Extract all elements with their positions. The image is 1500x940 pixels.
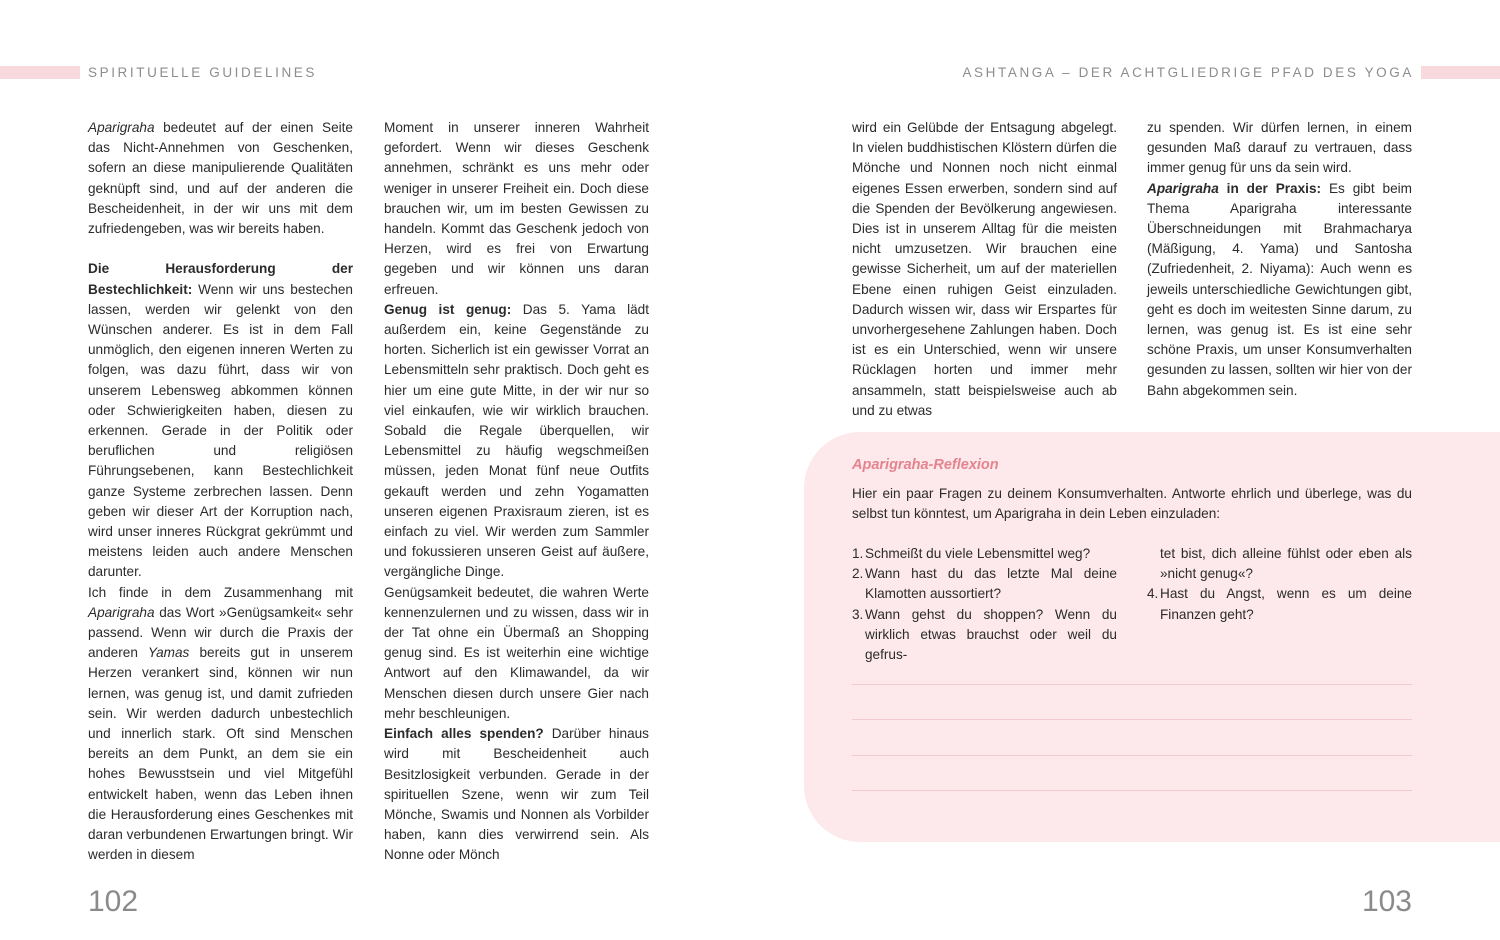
paragraph: Die Herausforderung der Bestechlichkeit: Wenn wir uns bestechen lassen, werden wir gelenkt von den Wünschen anderer. Es ist in dem Fall unmöglich, den eigenen inneren Werten zu folgen, was dazu führt, dass wir von unserem Lebensweg abkommen können oder Schwierigkeiten haben, diesen zu erkennen. Gerade in der Politik oder beruflichen und religiösen Führungsebenen, kann Bestechlichkeit ganze Systeme zerbrechen lassen. Denn geben wir dieser Art der Korruption nach, wird unser inneres Rückgrat gekrümmt und meistens leiden auch andere Menschen darunter. <box>88 261 353 580</box>
paragraph-heading: Genug ist genug: <box>384 301 512 317</box>
paragraph: zu spenden. Wir dürfen lernen, in einem gesunden Maß darauf zu vertrauen, dass immer genug für uns da sein wird. <box>1147 120 1412 176</box>
paragraph: Einfach alles spenden? Darüber hinaus wird mit Bescheidenheit auch Besitzlosigkeit verbunden. Gerade in der spirituellen Szene, wenn wir zum Teil Mönche, Swamis und Nonnen als Vorbilder haben, kann dies verwirrend sein. Als Nonne oder Mönch <box>384 726 649 863</box>
paragraph: wird ein Gelübde der Entsagung abgelegt. In vielen buddhistischen Klöstern dürfen die Mönche und Nonnen noch nicht einmal eigenes Essen erwerben, sondern sind auf die Spenden der Bevölkerung angewiesen. Dies ist in unserem Alltag für die meisten nicht umzusetzen. Wir brauchen eine gewisse Sicherheit, um auf der materiellen Ebene einen ruhigen Geist einzuladen. Dadurch wissen wir, dass wir Erspartes für unvorhergesehene Zahlungen haben. Doch ist es ein Unterschied, wenn wir unsere Rücklagen horten und immer mehr ansammeln, statt beispielsweise auch ab und zu etwas <box>852 120 1117 418</box>
text-column-2 <box>384 118 649 866</box>
reflection-title: Aparigraha-Reflexion <box>852 457 999 473</box>
paragraph: Ich finde in dem Zusammenhang mit Aparigraha das Wort »Genügsamkeit« sehr passend. Wenn wir durch die Praxis der anderen Yamas bereits gut in unserem Herzen verankert sind, können wir nun lernen, was genug ist, und damit zufrieden sein. Wir werden dadurch unbestechlich und innerlich stark. Oft sind Menschen bereits an dem Punkt, an dem sie ein hohes Bewusstsein und viel Mitgefühl entwickelt haben, wenn das Leben ihnen die Herausforderung eines Geschenkes mit daran verbundenen Erwartungen bringt. Wir werden in diesem <box>88 584 353 863</box>
question-item-continued: tet bist, dich alleine fühlst oder eben als »nicht genug«? <box>1160 546 1412 582</box>
question-item: 1. Schmeißt du viele Lebensmittel weg? <box>852 546 1091 561</box>
answer-line[interactable] <box>852 719 1412 720</box>
running-head-right: ASHTANGA – DER ACHTGLIEDRIGE PFAD DES YOGA <box>962 65 1414 80</box>
header-band-left <box>0 66 80 79</box>
running-head-left: SPIRITUELLE GUIDELINES <box>88 65 318 80</box>
paragraph: Genug ist genug: Das 5. Yama lädt außerdem ein, keine Gegenstände zu horten. Sicherlich ist ein gewisser Vorrat an Lebensmitteln sehr praktisch. Doch geht es hier um eine gute Mitte, in der wir nur so viel einkaufen, wie wir wirklich brauchen. Sobald die Regale überquellen, wir Lebensmittel zu häufig wegschmeißen müssen, jeden Monat fünf neue Outfits gekauft werden und zehn Yogamatten unseren eigenen Praxisraum zieren, ist es einfach zu viel. Wir werden zum Sammler und fokussieren unseren Geist auf äußere, vergängliche Dinge. <box>384 301 649 580</box>
paragraph: Moment in unserer inneren Wahrheit gefordert. Wenn wir dieses Geschenk annehmen, schränkt es uns mehr oder weniger in unserer Freiheit ein. Doch diese brauchen wir, um im besten Gewissen zu handeln. Kommt das Geschenk jedoch von Herzen, wird es frei von Erwartung gegeben und wir können uns daran erfreuen. <box>384 120 649 297</box>
paragraph: Aparigraha in der Praxis: Es gibt beim Thema Aparigraha interessante Überschneidungen mit Brahmacharya (Mäßigung, 4. Yama) und Santosha (Zufriedenheit, 2. Niyama): Auch wenn es jeweils unterschiedliche Gewichtungen gibt, geht es doch im weitesten Sinne darum, zu lernen, was genug ist. Es ist eine sehr schöne Praxis, um unser Konsumverhalten gesunden zu lassen, sollten wir hier von der Bahn abgekommen sein. <box>1147 180 1412 398</box>
reflection-intro: Hier ein paar Fragen zu deinem Konsumverhalten. Antworte ehrlich und überlege, was du selbst tun könntest, um Aparigraha in dein Leben einzuladen: <box>852 486 1412 522</box>
question-item: 3. Wann gehst du shoppen? Wenn du wirklich etwas brauchst oder weil du gefrus- <box>852 606 1117 663</box>
text-column-4 <box>1147 118 1412 401</box>
header-band-right <box>1421 66 1500 79</box>
question-item: 2. Wann hast du das letzte Mal deine Klamotten aussortiert? <box>852 566 1117 602</box>
question-list-left <box>852 544 1117 665</box>
paragraph-heading: Die Herausforderung der Bestechlichkeit: <box>88 261 353 297</box>
question-item: 4. Hast du Angst, wenn es um deine Finanzen geht? <box>1147 586 1412 622</box>
paragraph: Aparigraha bedeutet auf der einen Seite das Nicht-Annehmen von Geschenken, sofern an diese manipulierende Qualitäten geknüpft sind, und auf der anderen die Bescheidenheit, in der wir uns mit dem zufriedengeben, was wir bereits haben. <box>88 120 353 237</box>
paragraph: Genügsamkeit bedeutet, die wahren Werte kennenzulernen und zu wissen, dass wir in der Tat ohne ein Übermaß an Shopping genug sind. Es ist weiterhin eine wichtige Antwort auf den Klimawandel, da wir Menschen diesen durch unsere Gier nach mehr beschleunigen. <box>384 584 649 721</box>
page-number-right: 103 <box>1361 885 1412 918</box>
text-column-3 <box>852 118 1117 421</box>
answer-line[interactable] <box>852 684 1412 685</box>
paragraph-heading: Aparigraha in der Praxis: <box>1147 180 1322 196</box>
answer-line[interactable] <box>852 755 1412 756</box>
question-list-right <box>1147 544 1412 625</box>
page-number-left: 102 <box>88 885 139 918</box>
answer-line[interactable] <box>852 790 1412 791</box>
text-column-1 <box>88 118 353 866</box>
paragraph-heading: Einfach alles spenden? <box>384 726 544 742</box>
